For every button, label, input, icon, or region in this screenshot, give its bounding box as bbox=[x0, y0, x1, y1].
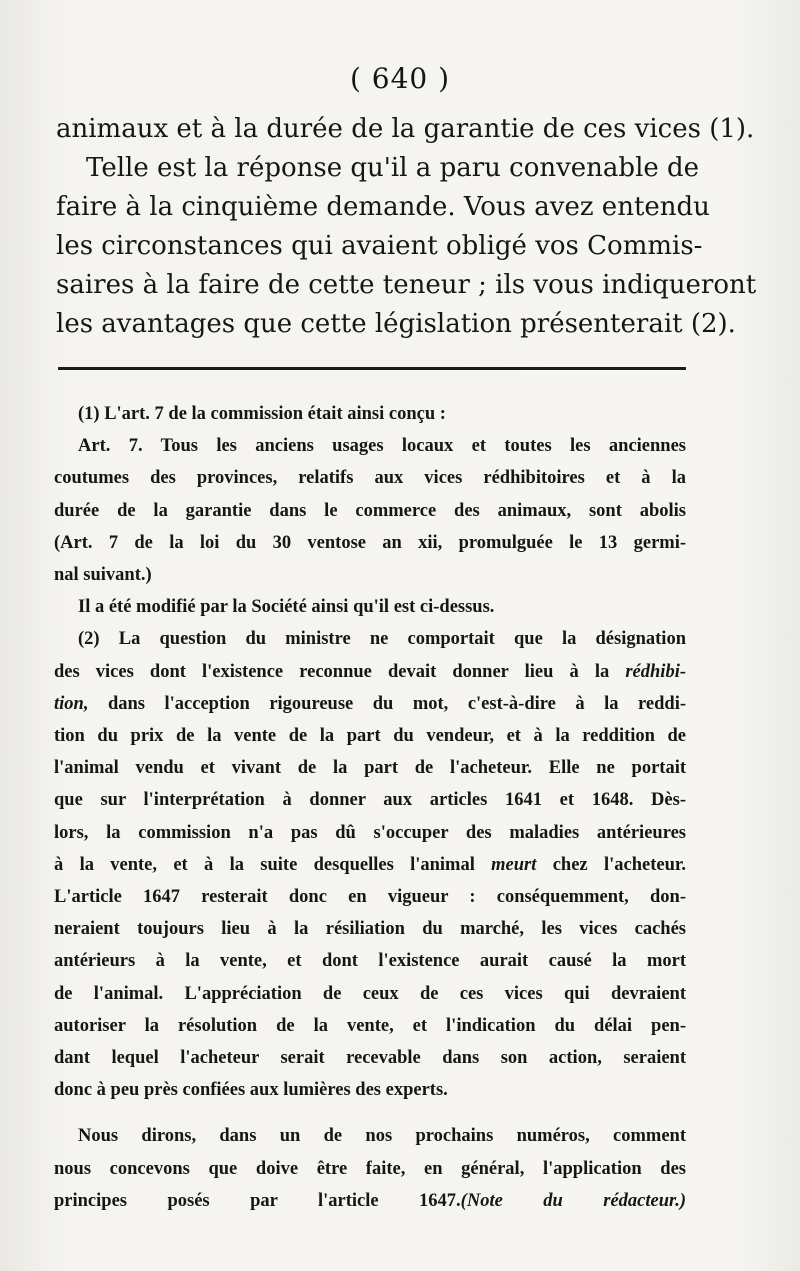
note1-modified: Il a été modifié par la Société ainsi qu'il est ci-dessus. bbox=[78, 597, 495, 618]
note2-italic: tion, bbox=[54, 693, 89, 714]
main-line: les avantages que cette législation présenterait (2). bbox=[56, 309, 736, 339]
note2-line: L'article 1647 resterait donc en vigueur : conséquemment, don- bbox=[54, 887, 686, 908]
note2-line: que sur l'interprétation à donner aux articles 1641 et 1648. Dès- bbox=[54, 790, 686, 811]
note2-line: tion, dans l'acception rigoureuse du mot, c'est-à-dire à la reddi- bbox=[54, 693, 686, 714]
note1-line: durée de la garantie dans le commerce des animaux, sont abolis bbox=[54, 500, 686, 521]
note2-line: autoriser la résolution de la vente, et l'indication du délai pen- bbox=[54, 1015, 686, 1036]
editor-note: (Note du rédacteur.) bbox=[460, 1190, 687, 1211]
note2-line: neraient toujours lieu à la résiliation du marché, les vices cachés bbox=[54, 919, 686, 940]
note2-line: (2) La question du ministre ne comportait que la désignation bbox=[78, 629, 686, 650]
note2-line: antérieurs à la vente, et dont l'existence aurait causé la mort bbox=[54, 951, 686, 972]
note2-line: de l'animal. L'appréciation de ceux de ces vices qui devraient bbox=[54, 983, 686, 1004]
note2-line: tion du prix de la vente de la part du vendeur, et à la reddition de bbox=[54, 726, 686, 747]
note1-line: (Art. 7 de la loi du 30 ventose an xii, promulguée le 13 germi- bbox=[54, 532, 686, 553]
main-line: saires à la faire de cette teneur ; ils vous indiqueront bbox=[56, 270, 757, 300]
closing-line: nous concevons que doive être faite, en général, l'application des bbox=[54, 1158, 686, 1179]
footnotes bbox=[54, 398, 686, 1217]
note2-line: donc à peu près confiées aux lumières des experts. bbox=[54, 1080, 448, 1101]
note1-intro: (1) L'art. 7 de la commission était ainsi conçu : bbox=[78, 404, 446, 424]
note2-line: des vices dont l'existence reconnue devait donner lieu à la rédhibi- bbox=[54, 661, 686, 682]
note1-line: coutumes des provinces, relatifs aux vices rédhibitoires et à la bbox=[54, 468, 686, 489]
note2-line: lors, la commission n'a pas dû s'occuper des maladies antérieures bbox=[54, 822, 686, 843]
note1-line: nal suivant.) bbox=[54, 565, 152, 586]
note1-line: Art. 7. Tous les anciens usages locaux et toutes les anciennes bbox=[78, 436, 686, 457]
closing-line: Nous dirons, dans un de nos prochains numéros, comment bbox=[78, 1126, 686, 1147]
closing-line: principes posés par l'article 1647.(Note du rédacteur.) bbox=[54, 1190, 687, 1211]
spacer bbox=[54, 1106, 686, 1120]
main-text bbox=[56, 110, 757, 344]
note2-line: à la vente, et à la suite desquelles l'animal meurt chez l'acheteur. bbox=[54, 854, 686, 875]
footnote-rule bbox=[58, 367, 686, 370]
note2-italic: rédhibi- bbox=[625, 661, 686, 682]
note2-line: l'animal vendu et vivant de la part de l'acheteur. Elle ne portait bbox=[54, 758, 686, 779]
page-number: ( 640 ) bbox=[349, 62, 451, 95]
main-line: faire à la cinquième demande. Vous avez entendu bbox=[56, 192, 710, 222]
main-line: les circonstances qui avaient obligé vos Commis- bbox=[56, 231, 703, 261]
note2-italic: meurt bbox=[491, 854, 537, 875]
main-line: animaux et à la durée de la garantie de ces vices (1). bbox=[56, 114, 755, 144]
main-line: Telle est la réponse qu'il a paru convenable de bbox=[86, 153, 700, 183]
note2-line: dant lequel l'acheteur serait recevable dans son action, seraient bbox=[54, 1048, 686, 1069]
